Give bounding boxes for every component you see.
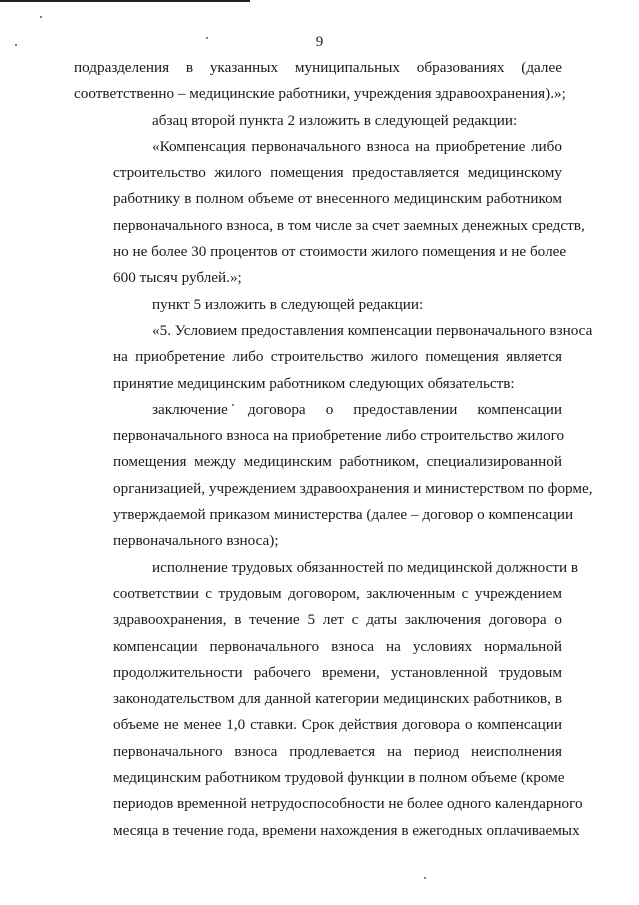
scan-speck	[40, 16, 42, 18]
scan-edge-rule	[0, 0, 250, 2]
text-line: утверждаемой приказом министерства (далее – договор о компенсации	[113, 506, 574, 524]
page-number: 9	[315, 34, 324, 50]
text-line: «5. Условием предоставления компенсации первоначального взноса	[152, 321, 593, 339]
text-line: организацией, учреждением здравоохранения и министерством по форме,	[113, 479, 593, 497]
text-line: принятие медицинским работником следующих обязательств:	[113, 374, 515, 392]
text-line: на приобретение либо строительство жилого помещения является	[113, 348, 562, 366]
text-line: медицинским работником трудовой функции в полном объеме (кроме	[113, 769, 565, 787]
text-line: работнику в полном объеме от внесенного медицинским работником	[113, 190, 562, 208]
text-line: компенсации первоначального взноса на условиях нормальной	[113, 637, 562, 655]
paragraph	[74, 55, 566, 108]
paragraph	[74, 134, 585, 292]
paragraph	[74, 108, 562, 134]
text-line: «Компенсация первоначального взноса на приобретение либо	[152, 137, 562, 155]
text-line: соответственно – медицинские работники, учреждения здравоохранения).»;	[74, 85, 566, 103]
text-line: заключение договора о предоставлении компенсации	[152, 400, 562, 418]
text-line: помещения между медицинским работником, специализированной	[113, 453, 562, 471]
text-line: продолжительности рабочего времени, установленной трудовым	[113, 663, 562, 681]
paragraph	[74, 555, 583, 844]
text-line: но не более 30 процентов от стоимости жилого помещения и не более	[113, 243, 567, 261]
text-line: абзац второй пункта 2 изложить в следующей редакции:	[152, 111, 518, 129]
paragraph	[74, 397, 593, 555]
paragraph	[74, 318, 593, 397]
text-line: первоначального взноса на приобретение либо строительство жилого	[113, 427, 565, 445]
text-line: первоначального взноса, в том числе за счет заемных денежных средств,	[113, 216, 585, 234]
text-line: исполнение трудовых обязанностей по медицинской должности в	[152, 558, 579, 576]
text-line: подразделения в указанных муниципальных образованиях (далее	[74, 59, 562, 76]
text-line: строительство жилого помещения предоставляется медицинскому	[113, 164, 562, 182]
text-line: объеме не менее 1,0 ставки. Срок действия договора о компенсации	[113, 716, 562, 734]
text-line: пункт 5 изложить в следующей редакции:	[152, 295, 424, 313]
text-line: 600 тысяч рублей.»;	[113, 269, 242, 287]
text-line: здравоохранения, в течение 5 лет с даты заключения договора о	[113, 611, 562, 629]
text-line: месяца в течение года, времени нахождения в ежегодных оплачиваемых	[113, 821, 580, 839]
document-body	[74, 55, 593, 844]
scan-speck	[424, 877, 426, 879]
paragraph	[74, 292, 562, 318]
text-line: периодов временной нетрудоспособности не более одного календарного	[113, 795, 583, 813]
text-line: соответствии с трудовым договором, заключенным с учреждением	[113, 584, 562, 602]
text-line: законодательством для данной категории медицинских работников, в	[113, 690, 562, 708]
text-line: первоначального взноса);	[113, 532, 279, 550]
text-line: первоначального взноса продлевается на период неисполнения	[113, 742, 562, 760]
